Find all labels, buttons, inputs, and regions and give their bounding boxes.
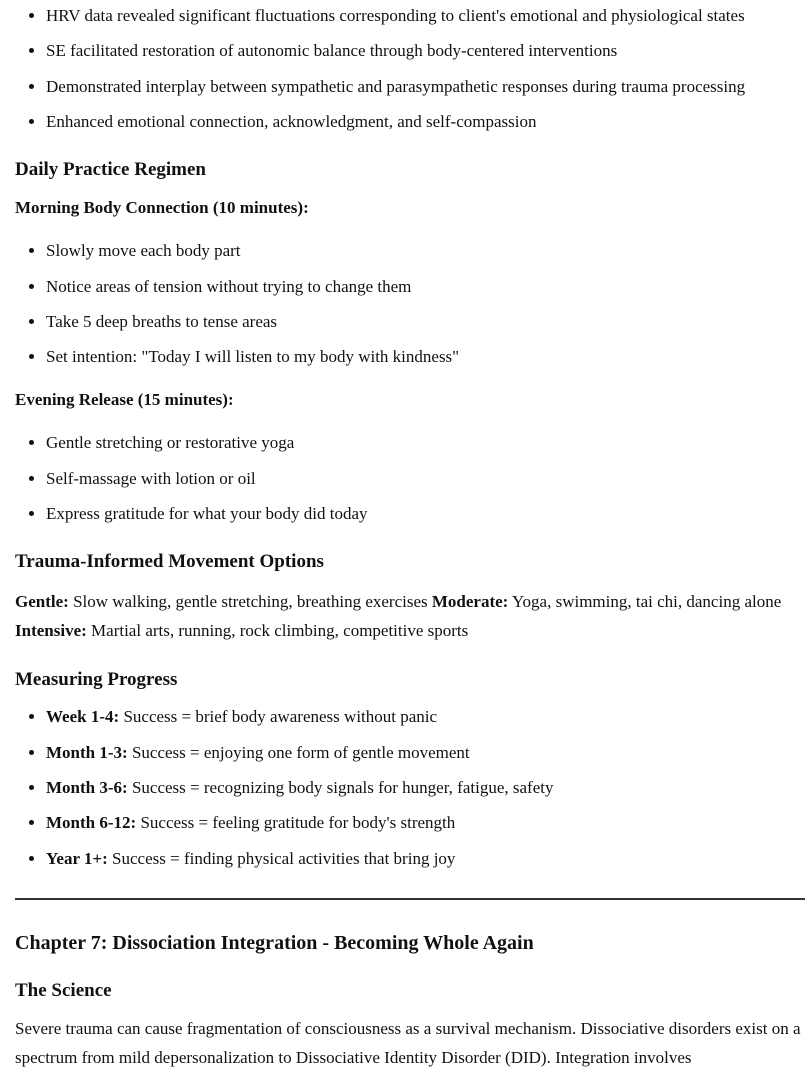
progress-text: Success = recognizing body signals for hunger, fatigue, safety xyxy=(127,777,554,797)
moderate-text: Yoga, swimming, tai chi, dancing alone xyxy=(508,592,782,612)
list-item xyxy=(46,707,802,727)
gentle-text: Slow walking, gentle stretching, breathing exercises xyxy=(68,592,432,612)
list-item xyxy=(46,849,802,869)
evening-subheading: Evening Release (15 minutes): xyxy=(15,390,234,410)
chapter-heading: Chapter 7: Dissociation Integration - Becoming Whole Again xyxy=(15,931,534,954)
progress-text: Success = brief body awareness without panic xyxy=(119,707,438,727)
progress-label: Month 1-3: xyxy=(46,742,128,762)
gentle-label: Gentle: xyxy=(15,592,69,612)
progress-label: Year 1+: xyxy=(46,848,108,868)
science-paragraph: Severe trauma can cause fragmentation of consciousness as a survival mechanism. Dissociative disorders exist on a spectrum from mild depersonalization to Dissociative Identity Disorder (DID). Integration involves xyxy=(15,1018,801,1067)
list-item: • Take 5 deep breaths to tense areas xyxy=(46,312,802,332)
science-heading: The Science xyxy=(15,979,112,1001)
section-divider xyxy=(15,898,805,900)
evening-list xyxy=(15,433,802,524)
progress-text: Success = finding physical activities that bring joy xyxy=(107,848,456,868)
list-item xyxy=(46,778,802,798)
progress-label: Month 6-12: xyxy=(46,813,137,833)
list-item xyxy=(46,813,802,833)
progress-heading: Measuring Progress xyxy=(15,669,178,691)
list-item: • HRV data revealed significant fluctuations corresponding to client's emotional and physiological states xyxy=(46,6,802,26)
document-content xyxy=(0,6,810,1072)
list-item: • Gentle stretching or restorative yoga xyxy=(46,433,802,453)
progress-label: Month 3-6: xyxy=(46,777,128,797)
movement-paragraph xyxy=(15,587,802,645)
progress-text: Success = feeling gratitude for body's strength xyxy=(136,813,456,833)
intensive-label: Intensive: xyxy=(15,621,87,641)
list-item: • Notice areas of tension without trying to change them xyxy=(46,277,802,297)
intensive-text: Martial arts, running, rock climbing, competitive sports xyxy=(86,621,469,641)
list-item: • Self-massage with lotion or oil xyxy=(46,469,802,489)
findings-list xyxy=(15,6,802,132)
morning-list xyxy=(15,241,802,367)
progress-text: Success = enjoying one form of gentle movement xyxy=(127,742,470,762)
morning-subheading: Morning Body Connection (10 minutes): xyxy=(15,198,309,218)
daily-practice-heading: Daily Practice Regimen xyxy=(15,159,206,181)
progress-label: Week 1-4: xyxy=(46,707,120,727)
list-item: • SE facilitated restoration of autonomic balance through body-centered interventions xyxy=(46,41,802,61)
list-item xyxy=(46,743,802,763)
list-item: • Demonstrated interplay between sympathetic and parasympathetic responses during trauma processing xyxy=(46,77,802,97)
movement-heading: Trauma-Informed Movement Options xyxy=(15,551,324,573)
progress-list xyxy=(15,707,802,869)
list-item: • Express gratitude for what your body did today xyxy=(46,504,802,524)
list-item: • Slowly move each body part xyxy=(46,241,802,261)
moderate-label: Moderate: xyxy=(431,592,509,612)
list-item: • Set intention: "Today I will listen to my body with kindness" xyxy=(46,347,802,367)
list-item: • Enhanced emotional connection, acknowledgment, and self-compassion xyxy=(46,112,802,132)
